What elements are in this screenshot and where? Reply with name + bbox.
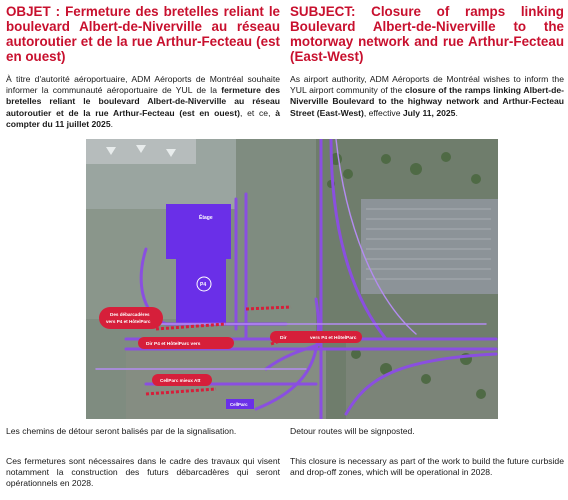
- map-label-etage: Étage: [199, 215, 213, 221]
- english-intro-date: July 11, 2025: [402, 107, 456, 118]
- label-cellparc-bottom-text: CellParc: [230, 402, 248, 407]
- english-detour-text: Detour routes will be signposted.: [290, 426, 415, 436]
- banner-dir-p4-left-text: Dir P4 et HôtelParc vers: [146, 342, 201, 347]
- french-intro-bold-1: fermeture des bretelles reliant le boulevard Albert-de-Niverville au réseau autoroutier et de la rue Arthur-Fecteau (est en ouest): [6, 85, 280, 118]
- terminal-building-north: [166, 204, 231, 259]
- english-intro-text-2: , effective: [363, 107, 403, 118]
- banner-dir-p4-left: [138, 337, 234, 349]
- map-label-p4: P4: [200, 282, 207, 288]
- english-intro-text-3: .: [455, 107, 458, 118]
- french-reason-text: Ces fermetures sont nécessaires dans le cadre des travaux qui visent notamment la construction des futurs débarcadères qui seront opérationnels en 2028.: [6, 456, 280, 489]
- french-heading: OBJET : Fermeture des bretelles reliant le boulevard Albert-de-Niverville au réseau autoroutier et de la rue Arthur-Fecteau (est en ouest): [6, 4, 280, 64]
- french-intro-text-1: À titre d'autorité aéroportuaire, ADM Aéroports de Montréal souhaite informer la communauté aéroportuaire de YUL de la: [6, 74, 280, 96]
- english-heading: SUBJECT: Closure of ramps linking Boulevard Albert-de-Niverville to the motorway network and rue Arthur-Fecteau (East-West): [290, 4, 564, 64]
- banner-dir-p4-right-text-2: vers P4 et HôtelParc: [310, 336, 357, 341]
- french-intro-paragraph: [6, 74, 280, 130]
- english-intro-bold-1: closure of the ramps linking Albert-de-Niverville Boulevard to the highway network and Arthur-Fecteau Street (East-West): [290, 85, 564, 118]
- banner-debarcaderes-line2: vers P4 et HôtelParc: [106, 319, 151, 324]
- banner-dir-p4-right: [270, 331, 362, 343]
- banner-debarcaderes: [99, 307, 163, 329]
- french-detour-text: Les chemins de détour seront balisés par de la signalisation.: [6, 426, 237, 436]
- french-intro-text-3: .: [110, 118, 113, 129]
- english-column: [290, 4, 564, 64]
- banner-cellparc: [152, 374, 212, 386]
- aerial-map: [86, 139, 498, 419]
- english-intro-paragraph: [290, 74, 564, 119]
- banner-cellparc-text: CellParc mieux Att: [160, 378, 201, 383]
- french-column: [6, 4, 280, 64]
- french-intro-date: à compter du 11 juillet 2025: [6, 107, 280, 129]
- banner-debarcaderes-line1: Des débarcadères: [110, 312, 150, 317]
- label-cellparc-bottom: [226, 399, 254, 409]
- english-reason-text: This closure is necessary as part of the work to build the future curbside and drop-off zones, which will be operational in 2028.: [290, 456, 564, 478]
- banner-dir-p4-right-text-1: Dir: [280, 336, 287, 341]
- map-graphic: [86, 139, 498, 419]
- terminal-building-p4: [176, 254, 226, 324]
- french-intro-text-2: , et ce,: [239, 107, 276, 118]
- english-intro-text-1: As airport authority, ADM Aéroports de Montréal wishes to inform the YUL airport community of the: [290, 74, 564, 96]
